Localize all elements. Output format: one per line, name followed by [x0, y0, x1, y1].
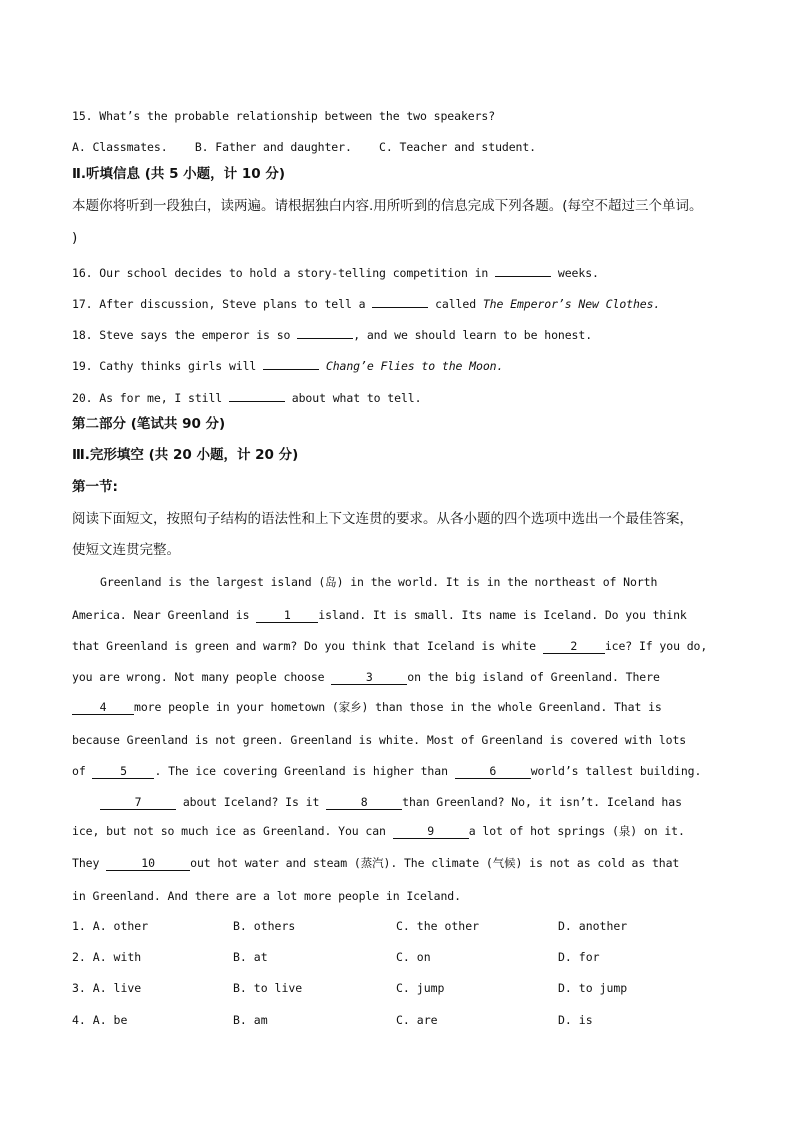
question-15: 15. What’s the probable relationship between the two speakers?: [72, 109, 496, 123]
question-17-text-mid: called: [428, 297, 483, 311]
answer-blank-17[interactable]: [372, 295, 428, 308]
cloze-blank-1[interactable]: 1: [256, 608, 318, 623]
answer-blank-16[interactable]: [495, 264, 551, 277]
subsection-heading: 第一节:: [72, 479, 118, 495]
passage-line-11: in Greenland. And there are a lot more people in Iceland.: [72, 889, 461, 903]
question-18: [72, 326, 592, 343]
section-2-heading: Ⅱ.听填信息 (共 5 小题，计 10 分): [72, 166, 286, 182]
passage-text: world’s tallest building.: [530, 764, 702, 778]
passage-text: you are wrong. Not many people choose: [72, 670, 332, 684]
question-17: [72, 295, 660, 312]
question-16-text-end: weeks.: [551, 266, 599, 280]
passage-text: out hot water and steam (蒸汽). The climate (气候) is not as cold as that: [190, 856, 680, 870]
question-18-text-end: , and we should learn to be honest.: [353, 328, 593, 342]
choice-4-a[interactable]: 4. A. be: [72, 1013, 128, 1027]
question-16: [72, 264, 599, 281]
passage-line-8: [100, 794, 682, 810]
choice-1-d[interactable]: D. another: [558, 919, 628, 933]
passage-line-2: [72, 607, 687, 623]
choice-1-a[interactable]: 1. A. other: [72, 919, 149, 933]
question-20-text: 20. As for me, I still: [72, 391, 229, 405]
choice-2-c[interactable]: C. on: [396, 950, 431, 964]
question-20: [72, 389, 421, 406]
choice-3-a[interactable]: 3. A. live: [72, 981, 142, 995]
cloze-blank-9[interactable]: 9: [393, 824, 469, 839]
passage-line-9: [72, 823, 685, 839]
choice-2-d[interactable]: D. for: [558, 950, 600, 964]
choice-4-d[interactable]: D. is: [558, 1013, 593, 1027]
passage-text: . The ice covering Greenland is higher than: [154, 764, 455, 778]
passage-text: island. It is small. Its name is Iceland. Do you think: [318, 608, 687, 622]
passage-text: ice? If you do,: [604, 639, 708, 653]
choice-3-c[interactable]: C. jump: [396, 981, 445, 995]
cloze-blank-8[interactable]: 8: [326, 795, 402, 810]
passage-text: of: [72, 764, 93, 778]
passage-line-5: [72, 699, 662, 715]
answer-blank-18[interactable]: [297, 326, 353, 339]
cloze-blank-4[interactable]: 4: [72, 700, 134, 715]
passage-text: about Iceland? Is it: [176, 795, 327, 809]
passage-line-10: [72, 855, 679, 871]
choice-2-b[interactable]: B. at: [233, 950, 268, 964]
question-19: [72, 357, 503, 374]
answer-blank-19[interactable]: [263, 357, 319, 370]
question-19-story-title: Chang’e Flies to the Moon.: [325, 359, 504, 373]
question-16-text: 16. Our school decides to hold a story-telling competition in: [72, 266, 496, 280]
choice-3-d[interactable]: D. to jump: [558, 981, 628, 995]
cloze-blank-3[interactable]: 3: [331, 670, 407, 685]
passage-text: a lot of hot springs (泉) on it.: [468, 824, 685, 838]
passage-line-3: [72, 638, 707, 654]
question-15-options: A. Classmates. B. Father and daughter. C. Teacher and student.: [72, 140, 537, 154]
cloze-blank-10[interactable]: 10: [106, 856, 190, 871]
cloze-blank-7[interactable]: 7: [100, 795, 176, 810]
passage-line-4: [72, 669, 660, 685]
choice-1-b[interactable]: B. others: [233, 919, 296, 933]
choice-2-a[interactable]: 2. A. with: [72, 950, 142, 964]
choice-4-b[interactable]: B. am: [233, 1013, 268, 1027]
passage-text: ice, but not so much ice as Greenland. You can: [72, 824, 393, 838]
question-17-text: 17. After discussion, Steve plans to tell a: [72, 297, 373, 311]
passage-line-1: Greenland is the largest island (岛) in the world. It is in the northeast of North: [100, 575, 658, 589]
question-19-text: 19. Cathy thinks girls will: [72, 359, 264, 373]
passage-text: on the big island of Greenland. There: [407, 670, 660, 684]
choice-4-c[interactable]: C. are: [396, 1013, 438, 1027]
passage-text: They: [72, 856, 107, 870]
part-2-heading: 第二部分 (笔试共 90 分): [72, 416, 226, 432]
choice-3-b[interactable]: B. to live: [233, 981, 303, 995]
section-3-instruction: 阅读下面短文，按照句子结构的语法性和上下文连贯的要求。从各小题的四个选项中选出一个最佳答案，: [72, 511, 693, 527]
section-2-instruction: 本题你将听到一段独白，读两遍。请根据独白内容.用所听到的信息完成下列各题。(每空不超过三个单词。: [72, 198, 703, 214]
passage-text: than Greenland? No, it isn’t. Iceland has: [402, 795, 682, 809]
section-3-heading: Ⅲ.完形填空 (共 20 小题，计 20 分): [72, 447, 299, 463]
question-20-text-end: about what to tell.: [284, 391, 422, 405]
question-17-story-title: The Emperor’s New Clothes.: [482, 297, 661, 311]
cloze-blank-2[interactable]: 2: [543, 639, 605, 654]
passage-line-7: [72, 763, 701, 779]
section-3-instruction-cont: 使短文连贯完整。: [72, 542, 180, 558]
passage-text: that Greenland is green and warm? Do you think that Iceland is white: [72, 639, 543, 653]
question-18-text: 18. Steve says the emperor is so: [72, 328, 298, 342]
passage-line-6: because Greenland is not green. Greenland is white. Most of Greenland is covered with lots: [72, 733, 687, 747]
cloze-blank-5[interactable]: 5: [92, 764, 154, 779]
answer-blank-20[interactable]: [229, 389, 285, 402]
choice-1-c[interactable]: C. the other: [396, 919, 480, 933]
cloze-blank-6[interactable]: 6: [455, 764, 531, 779]
section-2-instruction-cont: ): [72, 230, 78, 246]
passage-text: America. Near Greenland is: [72, 608, 257, 622]
passage-text: more people in your hometown (家乡) than those in the whole Greenland. That is: [134, 700, 662, 714]
